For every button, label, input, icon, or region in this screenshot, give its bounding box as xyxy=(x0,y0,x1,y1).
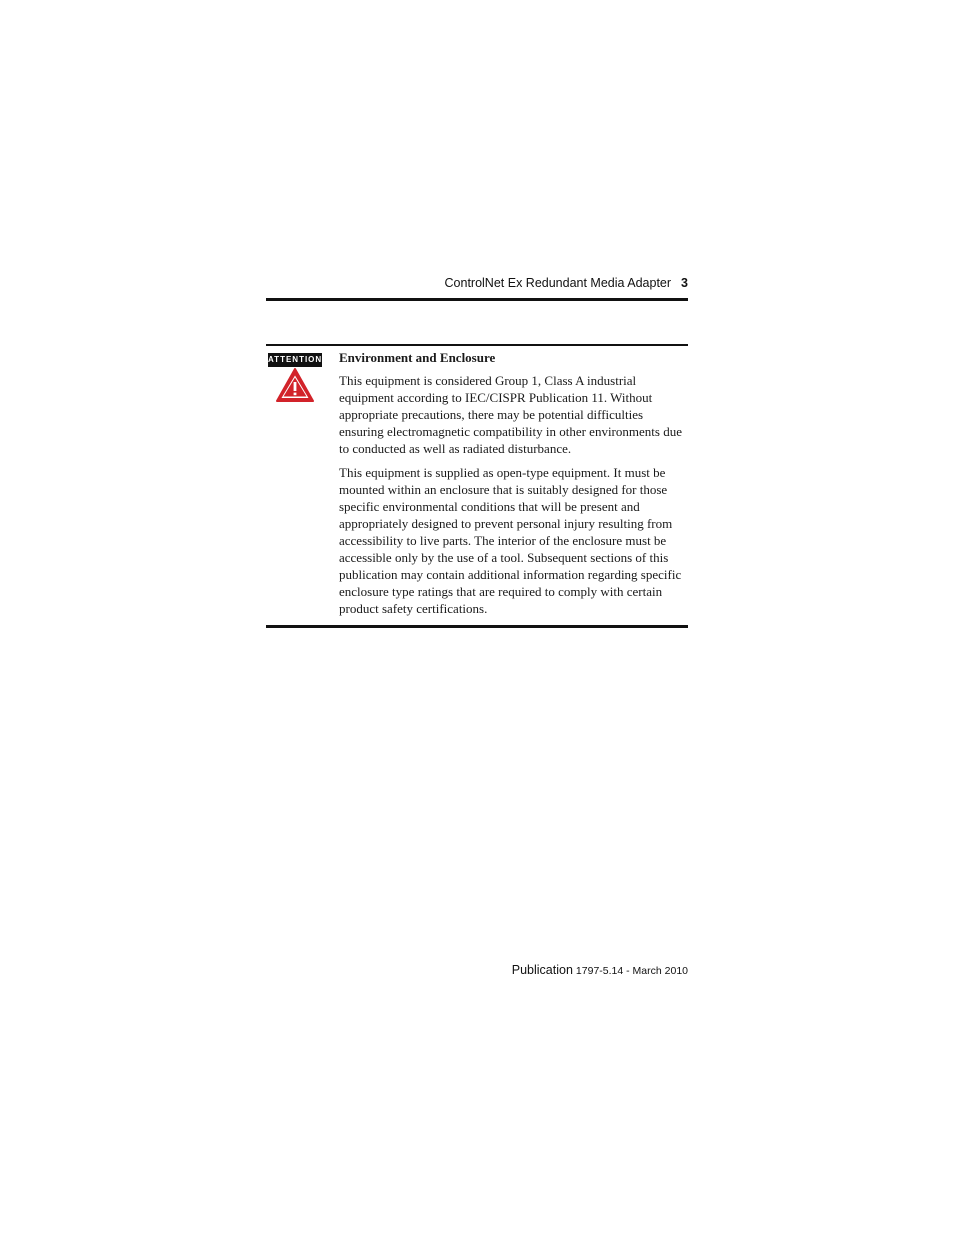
warning-triangle-icon xyxy=(275,367,315,403)
page-footer xyxy=(266,961,688,979)
attention-badge: ATTENTION xyxy=(268,353,322,367)
running-header xyxy=(266,276,688,290)
attention-notice xyxy=(266,344,688,628)
publication-label: Publication xyxy=(511,963,573,977)
attention-content xyxy=(339,349,688,623)
header-rule xyxy=(266,298,688,301)
attention-paragraph-enclosure: This equipment is supplied as open-type equipment. It must be mounted within an enclosure that is suitably designed for those specific environmental conditions that will be present and appropriately designed to prevent personal injury resulting from accessibility to live parts. The interior of the enclosure must be accessible only by the use of a tool. Subsequent sections of this publication may contain additional information regarding specific enclosure type ratings that are required to comply with certain product safety certifications. xyxy=(339,464,682,617)
page-number: 3 xyxy=(681,276,688,290)
header-title: ControlNet Ex Redundant Media Adapter xyxy=(444,276,672,290)
attention-title: Environment and Enclosure xyxy=(339,350,496,365)
attention-paragraph-emc: This equipment is considered Group 1, Class A industrial equipment according to IEC/CISPR Publication 11. Without appropriate precautions, there may be potential difficulties ensuring electromagnetic compatibility in other environments due to conducted as well as radiated disturbance. xyxy=(339,373,682,457)
publication-id: 1797-5.14 - March 2010 xyxy=(575,965,688,977)
